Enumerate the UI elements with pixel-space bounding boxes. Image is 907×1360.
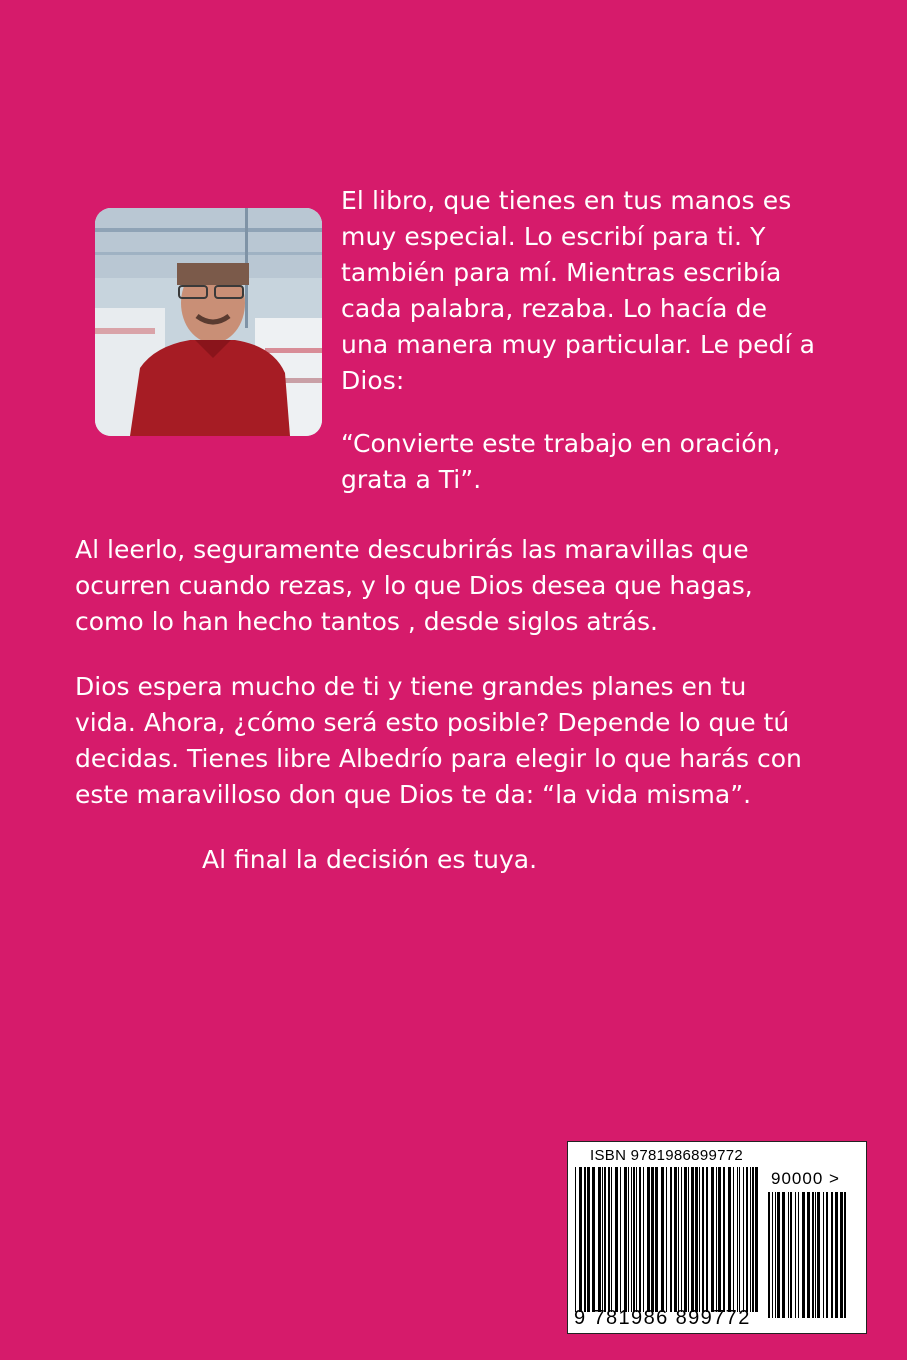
barcode-bar: [620, 1167, 621, 1312]
barcode-bar: [681, 1167, 682, 1312]
barcode-bar: [608, 1167, 610, 1312]
text-line: vida. Ahora, ¿cómo será esto posible? Depende lo que tú: [75, 708, 790, 737]
barcode-bar: [651, 1167, 654, 1312]
barcode-bar: [812, 1192, 814, 1318]
barcode-bar: [750, 1167, 751, 1312]
barcode-bar: [691, 1167, 694, 1312]
barcode-bar: [752, 1167, 754, 1312]
text-line: grata a Ti”.: [341, 465, 482, 494]
barcode-bar: [602, 1167, 603, 1312]
barcode-bar: [684, 1167, 687, 1312]
barcode-bar: [802, 1192, 805, 1318]
barcode-bar: [661, 1167, 664, 1312]
barcode-bar: [706, 1167, 708, 1312]
barcode-bar: [777, 1192, 780, 1318]
text-line: Dios espera mucho de ti y tiene grandes planes en tu: [75, 672, 747, 701]
barcode-bar: [666, 1167, 667, 1312]
barcode-bar: [624, 1167, 627, 1312]
price-code: 90000 >: [771, 1169, 840, 1188]
text-line: Dios:: [341, 366, 405, 395]
barcode-bar: [844, 1192, 846, 1318]
barcode-bar: [592, 1167, 595, 1312]
barcode-bar: [604, 1167, 606, 1312]
barcode-bar: [746, 1167, 748, 1312]
paragraph-discover: [75, 532, 835, 640]
paragraph-plans: [75, 669, 835, 813]
text-line: cada palabra, rezaba. Lo hacía de: [341, 294, 768, 323]
barcode-bar: [831, 1192, 833, 1318]
isbn-label: ISBN 9781986899772: [590, 1147, 744, 1164]
ean-digits: 9 781986 899772: [574, 1307, 751, 1329]
text-line: “Convierte este trabajo en oración,: [341, 429, 781, 458]
text-line: ocurren cuando rezas, y lo que Dios desea que hagas,: [75, 571, 753, 600]
barcode-bar: [723, 1167, 725, 1312]
barcode-bar: [711, 1167, 714, 1312]
barcode-bar: [615, 1167, 618, 1312]
barcode-bar: [702, 1167, 704, 1312]
barcode-bar: [739, 1167, 740, 1312]
barcode-bar: [674, 1167, 677, 1312]
barcode-bar: [728, 1167, 731, 1312]
prayer-quote: [341, 426, 841, 498]
barcode-bars: [575, 1167, 761, 1312]
barcode-bar: [655, 1167, 658, 1312]
barcode-bar: [575, 1167, 576, 1312]
barcode-bar: [775, 1192, 776, 1318]
barcode-bar: [584, 1167, 586, 1312]
intro-paragraph: [341, 183, 841, 399]
text-line: Al leerlo, seguramente descubrirás las maravillas que: [75, 535, 749, 564]
barcode-bar: [826, 1192, 828, 1318]
closing-line: Al final la decisión es tuya.: [202, 845, 538, 874]
barcode-bar: [807, 1192, 810, 1318]
barcode-bar: [782, 1192, 785, 1318]
barcode-bar: [695, 1167, 698, 1312]
barcode-bar: [639, 1167, 641, 1312]
barcode-bar: [699, 1167, 700, 1312]
barcode-bar: [733, 1167, 734, 1312]
barcode-bar: [678, 1167, 679, 1312]
barcode-bar: [628, 1167, 629, 1312]
barcode-bar: [798, 1192, 799, 1318]
barcode-bar: [598, 1167, 601, 1312]
barcode-bar: [823, 1192, 824, 1318]
text-line: muy especial. Lo escribí para ti. Y: [341, 222, 766, 251]
text-line: decidas. Tienes libre Albedrío para elegir lo que harás con: [75, 744, 802, 773]
barcode-bar: [840, 1192, 843, 1318]
barcode-bar: [670, 1167, 672, 1312]
barcode-bar: [716, 1167, 717, 1312]
barcode-bar: [579, 1167, 582, 1312]
barcode-bar: [835, 1192, 838, 1318]
barcode-bar: [817, 1192, 820, 1318]
barcode-bar: [611, 1167, 612, 1312]
barcode-bar: [743, 1167, 744, 1312]
isbn-barcode: [567, 1141, 867, 1334]
text-line: una manera muy particular. Le pedí a: [341, 330, 816, 359]
barcode-bar: [815, 1192, 816, 1318]
barcode-bar: [790, 1192, 792, 1318]
text-line: El libro, que tienes en tus manos es: [341, 186, 792, 215]
barcode-bar: [737, 1167, 738, 1312]
barcode-bar: [688, 1167, 689, 1312]
barcode-bar: [631, 1167, 632, 1312]
barcode-bar: [647, 1167, 650, 1312]
barcode-bar: [587, 1167, 590, 1312]
text-line: también para mí. Mientras escribía: [341, 258, 782, 287]
barcode-bar: [788, 1192, 789, 1318]
barcode-bar: [768, 1192, 770, 1318]
text-line: como lo han hecho tantos , desde siglos atrás.: [75, 607, 658, 636]
barcode-bar: [643, 1167, 644, 1312]
text-line: este maravilloso don que Dios te da: “la vida misma”.: [75, 780, 752, 809]
barcode-bar: [718, 1167, 721, 1312]
author-photo: [95, 208, 322, 436]
barcode-bar: [636, 1167, 637, 1312]
barcode-bar: [795, 1192, 796, 1318]
barcode-bar: [772, 1192, 773, 1318]
barcode-bar: [633, 1167, 635, 1312]
addon-barcode-bars: [768, 1192, 850, 1318]
barcode-bar: [755, 1167, 758, 1312]
